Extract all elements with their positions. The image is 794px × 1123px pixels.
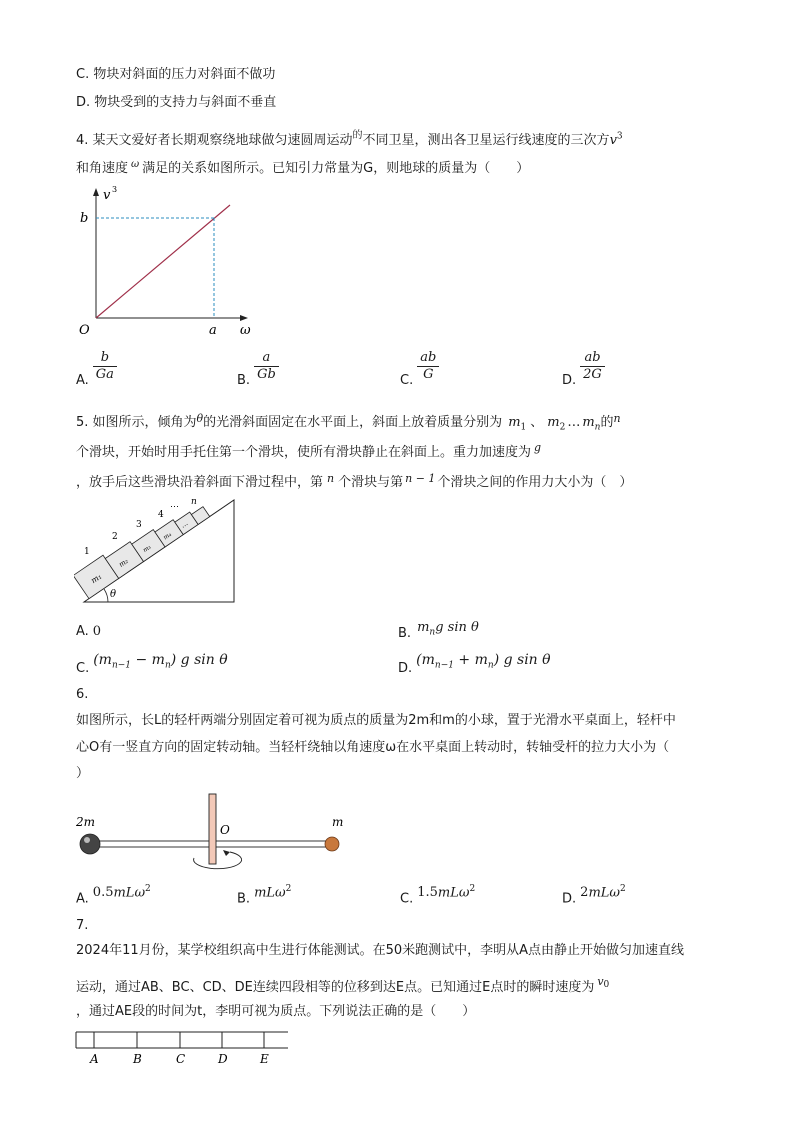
opt-sub: n (429, 627, 436, 638)
q5-option-c[interactable] (76, 652, 228, 676)
q4-text-c: 和角速度 (76, 161, 129, 176)
q4-var-omega: ω (131, 159, 140, 170)
option-letter: D. (562, 373, 577, 388)
rotation-arrowhead (223, 850, 230, 856)
q5-stem-line1 (76, 410, 621, 437)
frac-num: ab (417, 350, 439, 367)
prev-option-c: C. 物块对斜面的压力对斜面不做功 (76, 67, 276, 82)
opt-coef: 0.5 (92, 885, 114, 901)
frac-num: a (254, 350, 279, 367)
opt-mid: + m (453, 652, 488, 668)
q6-option-a[interactable] (76, 884, 151, 906)
q5-var-n2: n (327, 472, 335, 485)
q5-mn: m (582, 415, 595, 430)
q4-text-de: 的 (352, 130, 363, 141)
b-label: b (80, 211, 89, 226)
dots-block: ⋯ (180, 520, 191, 532)
q4-exp: 3 (616, 131, 623, 142)
q5-sep: 、 (530, 415, 544, 430)
q6-stem-line2: 心O有一竖直方向的固定转动轴。当轻杆绕轴以角速度ω在水平桌面上转动时，转轴受杆的拉力大小为（ (76, 740, 670, 755)
q7-stem-line1: 2024年11月份，某学校组织高中生进行体能测试。在50米跑测试中，李明从A点由静止开始做匀加速直线 (76, 943, 685, 958)
q5-m2: m (547, 415, 560, 430)
theta-label: θ (110, 589, 117, 600)
frac-den: Ga (95, 367, 114, 382)
q7-stem-line2 (76, 973, 609, 997)
option-letter: C. (76, 661, 90, 676)
right-mass-label: m (332, 815, 344, 829)
opt-expr: (m (93, 652, 112, 668)
ball-left-highlight (84, 837, 90, 843)
q5-text-a: 5. 如图所示，倾角为 (76, 415, 197, 430)
q5-m1: m (508, 415, 521, 430)
q6-option-c[interactable] (400, 884, 475, 906)
ball-right (325, 837, 339, 851)
label-dots: ⋯ (170, 502, 179, 512)
pivot-axis (209, 794, 216, 864)
x-axis-label: ω (240, 323, 251, 338)
q7-stem-line3: ，通过AE段的时间为t，李明可视为质点。下列说法正确的是（ ） (76, 1004, 476, 1019)
opt-rest: g sin θ (435, 620, 479, 635)
option-letter: D. (398, 661, 413, 676)
option-letter: B. (398, 626, 412, 641)
mass-1: m₁ (89, 571, 104, 586)
point-e: E (260, 1052, 269, 1066)
x-axis-arrow (240, 315, 248, 321)
opt-expr: mLω (113, 885, 146, 901)
q5-m2-sub: 2 (559, 422, 566, 433)
point-a: A (90, 1052, 99, 1066)
q4-option-d[interactable] (562, 350, 605, 388)
mass-3: m₃ (141, 543, 153, 555)
opt-coef: 1.5 (417, 885, 438, 901)
a-label: a (209, 323, 217, 338)
q5-var-theta: θ (196, 412, 204, 425)
option-letter: A. (76, 373, 89, 388)
frac-den: Gb (257, 367, 276, 382)
opt-sub2: n (164, 660, 171, 671)
point-b: B (133, 1052, 142, 1066)
frac-den: G (423, 367, 434, 382)
opt-m: m (417, 620, 430, 635)
prev-option-d: D. 物块受到的支持力与斜面不垂直 (76, 95, 277, 110)
y-axis-exp: 3 (112, 185, 118, 194)
label-4: 4 (158, 510, 164, 520)
q5-var-n: n (613, 412, 621, 425)
q5-text-b: 的光滑斜面固定在水平面上，斜面上放着质量分别为 (203, 415, 503, 430)
q5-stem-line3 (76, 470, 632, 492)
origin-label: O (79, 323, 90, 338)
opt-exp: 2 (145, 884, 151, 894)
q4-option-a[interactable] (76, 350, 117, 388)
q6-option-b[interactable] (237, 884, 291, 906)
q7-number: 7. (76, 918, 89, 933)
opt-exp: 2 (469, 884, 476, 894)
y-axis-label: v (103, 188, 111, 203)
label-2: 2 (112, 532, 118, 542)
q5-mn-sub: n (594, 422, 601, 433)
frac-num: b (93, 350, 117, 367)
opt-exp: 2 (620, 884, 626, 894)
option-letter: A. (76, 624, 89, 639)
y-axis-arrow (93, 188, 99, 196)
q5-option-d[interactable] (398, 652, 551, 676)
q6-number: 6. (76, 687, 89, 702)
q5-text-c: 的 (600, 415, 614, 430)
opt-expr: (m (416, 652, 435, 668)
q5-m1-sub: 1 (520, 422, 527, 433)
q4-option-c[interactable] (400, 350, 439, 388)
opt-exp: 2 (285, 884, 292, 894)
opt-expr: mLω (588, 885, 620, 901)
q5-text-d: 个滑块，开始时用手托住第一个滑块，使所有滑块静止在斜面上。重力加速度为 (76, 445, 532, 460)
frac-den: 2G (583, 367, 602, 382)
q5-text-f: 个滑块与第 (338, 475, 404, 490)
option-text: 0 (92, 624, 102, 639)
option-letter: A. (76, 891, 89, 907)
label-1: 1 (84, 547, 90, 557)
q7-var-v: v (597, 975, 604, 988)
q7-var-v-sub: 0 (603, 980, 610, 990)
q4-graph (70, 184, 260, 344)
q5-stem-line2 (76, 439, 541, 462)
q5-text-e: ，放手后这些滑块沿着斜面下滑过程中，第 (76, 475, 324, 490)
mass-2: m₂ (117, 557, 130, 569)
q5-var-g: g (534, 441, 542, 454)
q5-dots: … (567, 415, 581, 430)
q5-option-b[interactable] (398, 620, 479, 641)
option-letter: C. (400, 373, 414, 388)
option-letter: C. (400, 891, 414, 907)
opt-mid: − m (131, 652, 165, 668)
q4-stem-line2 (76, 156, 529, 178)
rotation-arrow (194, 852, 242, 869)
opt-expr: mLω (254, 885, 286, 901)
mass-4: m₄ (162, 531, 173, 542)
opt-sub1: n−1 (434, 660, 454, 671)
q6-option-d[interactable] (562, 884, 626, 906)
q6-stem-line3: ） (76, 766, 90, 781)
option-letter: D. (562, 891, 577, 907)
q5-text-g: 个滑块之间的作用力大小为（ ） (437, 475, 633, 490)
q5-var-n-minus-1: n − 1 (405, 472, 436, 485)
q4-text-d: 满足的关系如图所示。已知引力常量为G，则地球的质量为（ ） (142, 161, 530, 176)
point-c: C (176, 1052, 186, 1066)
q7-text-a: 运动，通过AB、BC、CD、DE连续四段相等的位移到达E点。已知通过E点时的瞬时速度为 (76, 980, 595, 995)
option-letter: B. (237, 891, 251, 907)
opt-rest: ) g sin θ (170, 652, 228, 668)
q6-rod-figure (70, 790, 360, 880)
ball-left (80, 834, 100, 854)
q6-stem-line1: 如图所示，长L的轻杆两端分别固定着可视为质点的质量为2m和m的小球，置于光滑水平桌面上，轻杆中 (76, 713, 676, 728)
frac-num: ab (580, 350, 605, 367)
point-d: D (218, 1052, 228, 1066)
opt-coef: 2 (580, 885, 589, 901)
q5-option-a[interactable] (76, 624, 101, 639)
q4-stem-line1 (76, 127, 623, 150)
opt-rest: ) g sin θ (493, 652, 551, 668)
q4-var-v: v (609, 133, 617, 148)
opt-expr: mLω (437, 885, 470, 901)
q7-track-figure (72, 1028, 294, 1070)
opt-sub1: n−1 (111, 660, 132, 671)
opt-sub2: n (487, 660, 494, 671)
q4-text: 4. 某天文爱好者长期观察绕地球做匀速圆周运动 (76, 133, 353, 148)
option-letter: B. (237, 373, 251, 388)
label-3: 3 (136, 520, 142, 530)
left-mass-label: 2m (76, 815, 96, 829)
graph-line (96, 205, 230, 318)
label-n: n (191, 497, 197, 507)
q5-incline-figure (74, 494, 239, 606)
pivot-label: O (220, 823, 230, 837)
q4-option-b[interactable] (237, 350, 279, 388)
q4-text-b: 不同卫星，测出各卫星运行线速度的三次方 (362, 133, 610, 148)
